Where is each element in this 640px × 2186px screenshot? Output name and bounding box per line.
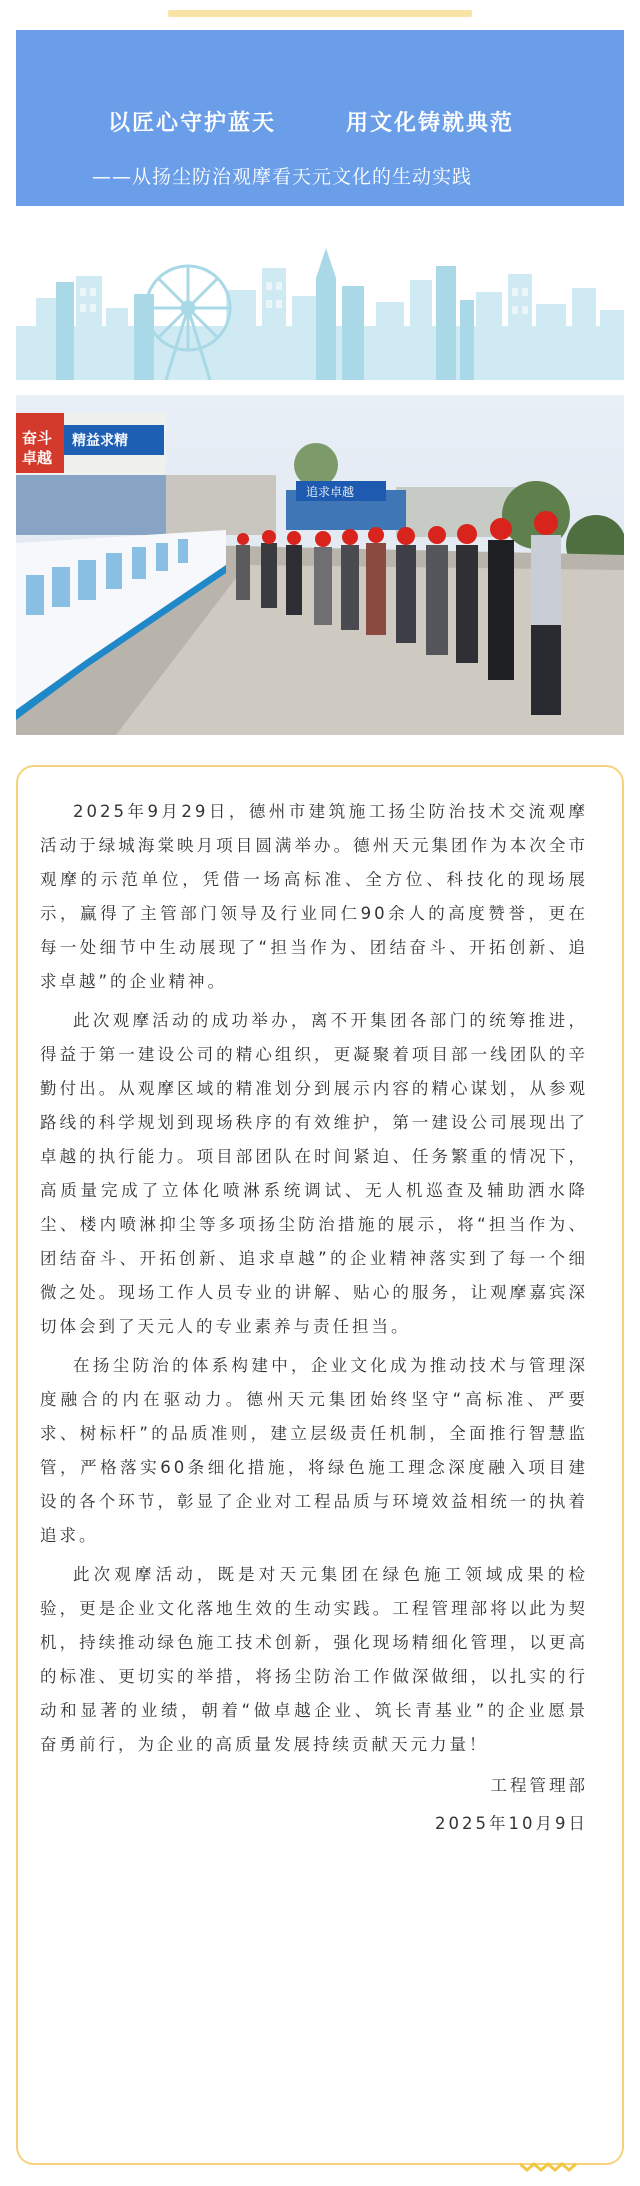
city-skyline-illustration	[16, 238, 624, 380]
event-photo	[16, 395, 624, 735]
article-paragraph-3: 在扬尘防治的体系构建中，企业文化成为推动技术与管理深度融合的内在驱动力。德州天元集团始终坚守“高标准、严要求、树标杆”的品质准则，建立层级责任机制，全面推行智慧监管，严格落实60条细化措施，将绿色施工理念深度融入项目建设的各个环节，彰显了企业对工程品质与环境效益相统一的执着追求。	[40, 1356, 588, 1545]
signature-date: 2025年10月9日	[435, 1814, 588, 1833]
photo-sign-1: 奋斗	[22, 429, 53, 447]
title-right: 用文化铸就典范	[346, 111, 515, 136]
article-paragraph-2: 此次观摩活动的成功举办，离不开集团各部门的统筹推进，得益于第一建设公司的精心组织，更凝聚着项目部一线团队的辛勤付出。从观摩区域的精准划分到展示内容的精心谋划，从参观路线的科学规划到现场秩序的有效维护，第一建设公司展现出了卓越的执行能力。项目部团队在时间紧迫、任务繁重的情况下，高质量完成了立体化喷淋系统调试、无人机巡查及辅助洒水降尘、楼内喷淋抑尘等多项扬尘防治措施的展示，将“担当作为、团结奋斗、开拓创新、追求卓越”的企业精神落实到了每一个细微之处。现场工作人员专业的讲解、贴心的服务，让观摩嘉宾深切体会到了天元人的专业素养与责任担当。	[40, 1011, 588, 1336]
page-subtitle: ——从扬尘防治观摩看天元文化的生动实践	[92, 166, 473, 188]
signature-department: 工程管理部	[490, 1776, 588, 1795]
photo-sign-4: 追求卓越	[306, 485, 355, 499]
article-body	[40, 795, 588, 1843]
title-left: 以匠心守护蓝天	[108, 111, 277, 136]
article-paragraph-4: 此次观摩活动，既是对天元集团在绿色施工领域成果的检验，更是企业文化落地生效的生动实践。工程管理部将以此为契机，持续推动绿色施工技术创新，强化现场精细化管理，以更高的标准、更切实的举措，将扬尘防治工作做深做细，以扎实的行动和显著的业绩，朝着“做卓越企业、筑长青基业”的企业愿景奋勇前行，为企业的高质量发展持续贡献天元力量！	[40, 1565, 588, 1754]
top-decoration-bar	[168, 10, 472, 17]
wave-decoration-icon	[520, 2160, 580, 2174]
photo-sign-2: 卓越	[22, 449, 53, 467]
photo-sign-3: 精益求精	[72, 433, 128, 449]
title-banner	[16, 30, 624, 206]
article-paragraph-1: 2025年9月29日，德州市建筑施工扬尘防治技术交流观摩活动于绿城海棠映月项目圆满举办。德州天元集团作为本次全市观摩的示范单位，凭借一场高标准、全方位、科技化的现场展示，赢得了主管部门领导及行业同仁90余人的高度赞誉，更在每一处细节中生动展现了“担当作为、团结奋斗、开拓创新、追求卓越”的企业精神。	[40, 802, 588, 991]
page-title	[16, 106, 624, 140]
